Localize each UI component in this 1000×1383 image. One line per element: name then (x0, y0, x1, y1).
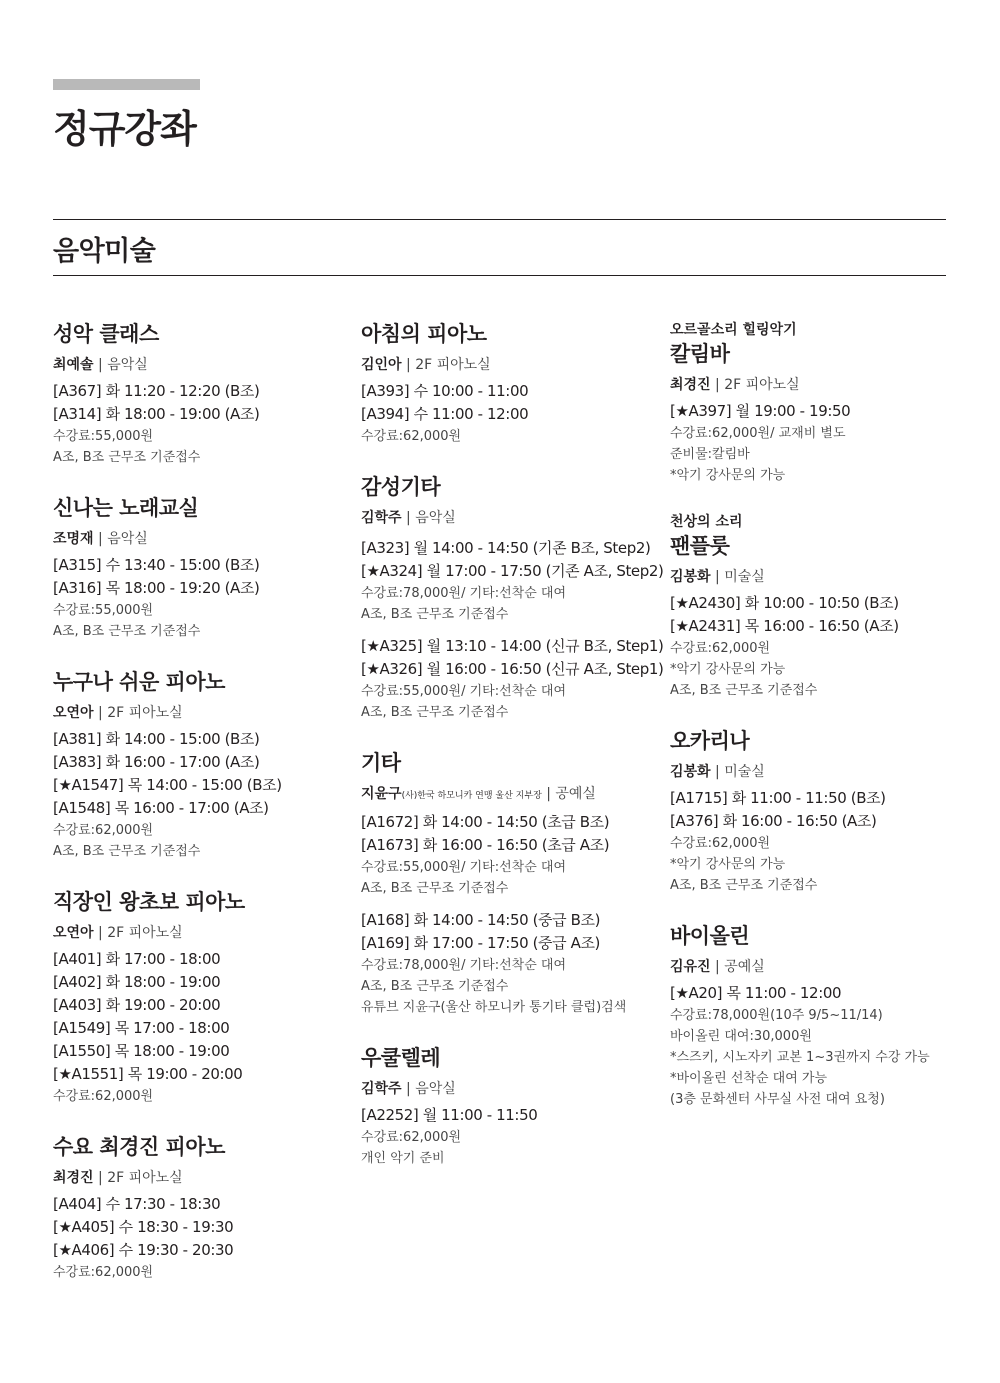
schedule-line: [★A406] 수 19:30 - 20:30 (53, 1241, 234, 1259)
course-title: 기타 (361, 751, 401, 775)
course-wednesday-piano (53, 1133, 333, 1283)
schedule-line: [A168] 화 14:00 - 14:50 (중급 B조) (361, 911, 601, 929)
course-panflute (670, 512, 960, 701)
course-title: 신나는 노래교실 (53, 496, 199, 520)
note: A조, B조 근무조 기준접수 (361, 979, 509, 994)
room: | 2F 피아노실 (93, 705, 183, 721)
course-title: 우쿨렐레 (361, 1046, 441, 1070)
room: | 공예실 (710, 959, 765, 975)
course-title: 팬플룻 (670, 534, 730, 558)
schedule-line: [A1672] 화 14:00 - 14:50 (초급 B조) (361, 813, 610, 831)
schedule-line: [A404] 수 17:30 - 18:30 (53, 1195, 221, 1213)
course-ukulele (361, 1044, 661, 1169)
schedule-line: [A1550] 목 18:00 - 19:00 (53, 1042, 230, 1060)
instructor (53, 528, 333, 550)
schedule-line: [A393] 수 10:00 - 11:00 (361, 382, 529, 400)
section-rule-top (53, 219, 946, 220)
room: | 미술실 (710, 569, 765, 585)
note: A조, B조 근무조 기준접수 (670, 683, 818, 698)
room: | 미술실 (710, 764, 765, 780)
fee-note: 수강료:78,000원/ 기타:선착순 대여 (361, 586, 567, 601)
instructor-name: 최경진 (53, 1170, 94, 1186)
instructor-name: 김유진 (670, 959, 711, 975)
course-guitar (361, 749, 661, 1018)
schedule-line: [A1549] 목 17:00 - 18:00 (53, 1019, 230, 1037)
schedule-line: [A1548] 목 16:00 - 17:00 (A조) (53, 799, 269, 817)
course-title: 수요 최경진 피아노 (53, 1135, 225, 1159)
course-supertitle: 오르골소리 힐링악기 (670, 322, 797, 338)
schedule-line: [A323] 월 14:00 - 14:50 (기존 B조, Step2) (361, 539, 651, 557)
schedule-line: [★A2431] 목 16:00 - 16:50 (A조) (670, 617, 899, 635)
instructor-name: 김봉화 (670, 569, 711, 585)
instructor (53, 922, 333, 944)
room: | 공예실 (541, 786, 596, 802)
column-2 (361, 320, 664, 1195)
course-beginner-piano (53, 888, 333, 1107)
note: A조, B조 근무조 기준접수 (53, 844, 201, 859)
schedule-line: [A367] 화 11:20 - 12:20 (B조) (53, 382, 260, 400)
schedule-line: [★A324] 월 17:00 - 17:50 (기존 A조, Step2) (361, 562, 664, 580)
instructor (361, 783, 661, 807)
page-title: 정규강좌 (53, 107, 196, 151)
instructor-name: 김학주 (361, 1081, 402, 1097)
instructor-name: 오연아 (53, 925, 94, 941)
note: A조, B조 근무조 기준접수 (361, 607, 509, 622)
note: *스즈키, 시노자키 교본 1~3권까지 수강 가능 (670, 1050, 930, 1065)
course-emotional-guitar (361, 473, 664, 723)
fee-note: 수강료:55,000원/ 기타:선착순 대여 (361, 860, 567, 875)
fee-note: 수강료:78,000원(10주 9/5~11/14) (670, 1008, 883, 1023)
fee-note: 수강료:62,000원 (670, 836, 771, 851)
fee-note: 수강료:62,000원 (53, 823, 154, 838)
fee-note: 수강료:62,000원 (53, 1089, 154, 1104)
note: 유튜브 지윤구(울산 하모니카 통기타 클럽)검색 (361, 1000, 627, 1015)
schedule-line: [A2252] 월 11:00 - 11:50 (361, 1106, 538, 1124)
fee-note: 수강료:55,000원/ 기타:선착순 대여 (361, 684, 567, 699)
note: 바이올린 대여:30,000원 (670, 1029, 812, 1044)
course-violin (670, 922, 960, 1110)
course-vocal (53, 320, 333, 468)
course-title: 누구나 쉬운 피아노 (53, 670, 225, 694)
instructor (670, 566, 960, 588)
schedule-line: [A403] 화 19:00 - 20:00 (53, 996, 221, 1014)
fee-note: 수강료:55,000원 (53, 429, 154, 444)
course-kalimba (670, 320, 960, 486)
course-morning-piano (361, 320, 661, 447)
section-rule-bottom (53, 275, 946, 276)
schedule-line: [A381] 화 14:00 - 15:00 (B조) (53, 730, 260, 748)
course-ocarina (670, 727, 960, 896)
instructor (53, 1167, 333, 1189)
note: *악기 강사문의 가능 (670, 857, 786, 872)
note: 준비물:칼림바 (670, 447, 750, 462)
instructor-name: 김봉화 (670, 764, 711, 780)
room: | 2F 피아노실 (401, 357, 491, 373)
course-easy-piano (53, 668, 333, 862)
schedule-line: [★A1547] 목 14:00 - 15:00 (B조) (53, 776, 282, 794)
schedule-line: [★A405] 수 18:30 - 19:30 (53, 1218, 234, 1236)
course-title: 아침의 피아노 (361, 322, 487, 346)
schedule-line: [A1715] 화 11:00 - 11:50 (B조) (670, 789, 886, 807)
instructor (670, 761, 960, 783)
schedule-line: [A315] 수 13:40 - 15:00 (B조) (53, 556, 260, 574)
title-accent-bar (53, 79, 200, 90)
fee-note: 수강료:62,000원/ 교재비 별도 (670, 426, 846, 441)
instructor-name: 지윤구 (361, 786, 402, 802)
note: (3층 문화센터 사무실 사전 대여 요청) (670, 1092, 885, 1107)
room: | 2F 피아노실 (710, 377, 800, 393)
room: | 음악실 (401, 1081, 456, 1097)
schedule-line: [A1673] 화 16:00 - 16:50 (초급 A조) (361, 836, 610, 854)
note: *바이올린 선착순 대여 가능 (670, 1071, 828, 1086)
note: A조, B조 근무조 기준접수 (361, 881, 509, 896)
course-title: 감성기타 (361, 475, 441, 499)
room: | 2F 피아노실 (93, 1170, 183, 1186)
instructor-name: 김인아 (361, 357, 402, 373)
schedule-line: [★A20] 목 11:00 - 12:00 (670, 984, 842, 1002)
course-supertitle: 천상의 소리 (670, 514, 743, 530)
fee-note: 수강료:62,000원 (361, 1130, 462, 1145)
schedule-line: [A314] 화 18:00 - 19:00 (A조) (53, 405, 260, 423)
note: A조, B조 근무조 기준접수 (670, 878, 818, 893)
instructor (670, 374, 960, 396)
instructor-name: 조명재 (53, 531, 94, 547)
instructor (361, 1078, 661, 1100)
schedule-line: [A402] 화 18:00 - 19:00 (53, 973, 221, 991)
instructor-affiliation: (사)한국 하모니카 연맹 울산 지부장 (401, 791, 542, 801)
course-title: 직장인 왕초보 피아노 (53, 890, 245, 914)
instructor-name: 최예솔 (53, 357, 94, 373)
schedule-group (361, 909, 661, 1018)
note: *악기 강사문의 가능 (670, 468, 786, 483)
note: A조, B조 근무조 기준접수 (53, 624, 201, 639)
schedule-line: [★A2430] 화 10:00 - 10:50 (B조) (670, 594, 899, 612)
room: | 음악실 (93, 357, 148, 373)
fee-note: 수강료:78,000원/ 기타:선착순 대여 (361, 958, 567, 973)
note: A조, B조 근무조 기준접수 (361, 705, 509, 720)
note: 개인 악기 준비 (361, 1151, 445, 1166)
column-1 (53, 320, 333, 1309)
schedule-line: [A401] 화 17:00 - 18:00 (53, 950, 221, 968)
instructor (361, 507, 661, 529)
fee-note: 수강료:62,000원 (670, 641, 771, 656)
instructor (53, 702, 333, 724)
schedule-line: [A383] 화 16:00 - 17:00 (A조) (53, 753, 260, 771)
note: *악기 강사문의 가능 (670, 662, 786, 677)
room: | 음악실 (401, 510, 456, 526)
schedule-line: [★A1551] 목 19:00 - 20:00 (53, 1065, 243, 1083)
course-title: 성악 클래스 (53, 322, 159, 346)
section-title: 음악미술 (53, 236, 156, 267)
instructor-name: 최경진 (670, 377, 711, 393)
room: | 음악실 (93, 531, 148, 547)
schedule-line: [A316] 목 18:00 - 19:20 (A조) (53, 579, 260, 597)
schedule-line: [★A325] 월 13:10 - 14:00 (신규 B조, Step1) (361, 637, 664, 655)
note: A조, B조 근무조 기준접수 (53, 450, 201, 465)
instructor-name: 오연아 (53, 705, 94, 721)
instructor (670, 956, 960, 978)
column-3 (670, 320, 960, 1136)
schedule-line: [A169] 화 17:00 - 17:50 (중급 A조) (361, 934, 600, 952)
schedule-line: [A376] 화 16:00 - 16:50 (A조) (670, 812, 877, 830)
course-title: 바이올린 (670, 924, 750, 948)
fee-note: 수강료:55,000원 (53, 603, 154, 618)
course-title: 칼림바 (670, 342, 730, 366)
instructor (53, 354, 333, 376)
instructor-name: 김학주 (361, 510, 402, 526)
schedule-line: [A394] 수 11:00 - 12:00 (361, 405, 529, 423)
schedule-line: [★A397] 월 19:00 - 19:50 (670, 402, 851, 420)
schedule-line: [★A326] 월 16:00 - 16:50 (신규 A조, Step1) (361, 660, 664, 678)
course-title: 오카리나 (670, 729, 750, 753)
schedule-group (361, 635, 664, 723)
room: | 2F 피아노실 (93, 925, 183, 941)
instructor (361, 354, 661, 376)
fee-note: 수강료:62,000원 (53, 1265, 154, 1280)
fee-note: 수강료:62,000원 (361, 429, 462, 444)
course-singing (53, 494, 333, 642)
